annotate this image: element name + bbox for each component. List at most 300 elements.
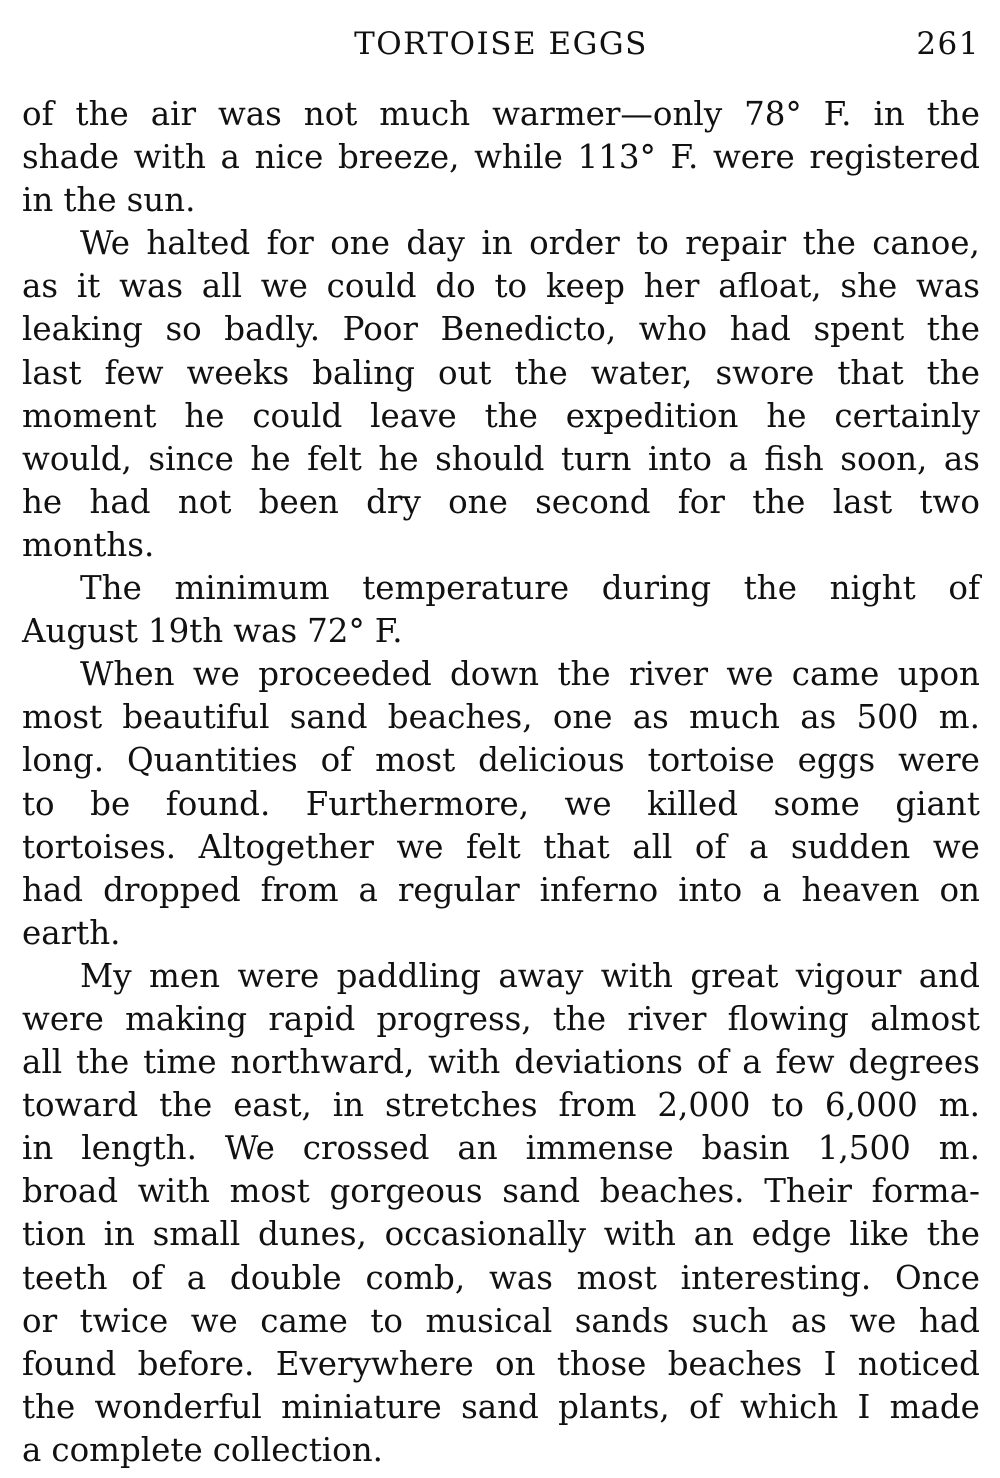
word: the <box>802 224 856 263</box>
word: 113° <box>577 138 656 177</box>
word: of <box>320 741 353 780</box>
word: The <box>80 569 142 608</box>
word: as <box>22 267 59 306</box>
word: river <box>629 655 709 694</box>
word: we <box>260 267 308 306</box>
word: registered <box>809 138 980 177</box>
word: We <box>80 224 130 263</box>
word: or <box>22 1301 58 1340</box>
word: toward <box>22 1086 139 1125</box>
paragraph <box>22 653 980 955</box>
word: in <box>22 181 54 220</box>
word: baling <box>312 353 415 392</box>
word: she <box>840 267 898 306</box>
word: in <box>332 1086 365 1125</box>
word: he <box>766 396 807 435</box>
word: and <box>918 956 980 995</box>
body-text <box>22 93 980 1472</box>
word: paddling <box>336 956 481 995</box>
word: be <box>90 784 131 823</box>
word: away <box>498 956 584 995</box>
word: interesting. <box>680 1258 872 1297</box>
word: in <box>22 1129 54 1168</box>
word: the <box>926 1215 980 1254</box>
word: earth. <box>22 913 121 952</box>
word: two <box>919 482 980 521</box>
word: a <box>728 439 748 478</box>
text-line <box>22 222 980 265</box>
word: double <box>229 1258 342 1297</box>
text-line <box>22 869 980 912</box>
word: much <box>689 698 780 737</box>
word: leave <box>370 396 457 435</box>
word: since <box>148 439 234 478</box>
word: F. <box>374 612 403 651</box>
text-line <box>22 93 980 136</box>
text-line <box>22 1429 980 1472</box>
word: fish <box>764 439 824 478</box>
word: was <box>916 267 980 306</box>
word: sand <box>461 1387 539 1426</box>
word: Furthermore, <box>305 784 530 823</box>
word: a <box>358 870 378 909</box>
word: temperature <box>362 569 570 608</box>
word: do <box>435 267 476 306</box>
word: were <box>22 999 104 1038</box>
word: to <box>771 1086 804 1125</box>
word: the <box>557 655 611 694</box>
paragraph <box>22 93 980 222</box>
word: I <box>857 1387 871 1426</box>
text-line <box>22 179 980 222</box>
word: like <box>849 1215 910 1254</box>
word: could <box>252 396 343 435</box>
word: from <box>260 870 339 909</box>
word: in <box>481 224 513 263</box>
word: I <box>823 1344 837 1383</box>
word: afloat, <box>718 267 822 306</box>
word: some <box>773 784 860 823</box>
word: spent <box>813 310 905 349</box>
word: forma- <box>871 1172 980 1211</box>
word: progress, <box>376 999 532 1038</box>
word: he <box>378 439 419 478</box>
word: When <box>80 655 175 694</box>
word: length. <box>81 1129 197 1168</box>
word: day <box>406 224 465 263</box>
word: upon <box>897 655 980 694</box>
word: Their <box>764 1172 852 1211</box>
word: much <box>379 95 471 133</box>
text-line <box>22 524 980 567</box>
word: inferno <box>539 870 659 909</box>
word: a <box>186 1258 207 1297</box>
word: the <box>76 1043 130 1082</box>
word: swore <box>715 353 815 392</box>
word: proceeded <box>258 655 432 694</box>
word: expedition <box>565 396 739 435</box>
word: F. <box>670 138 699 177</box>
word: had <box>89 482 151 521</box>
word: an <box>457 1129 498 1168</box>
text-line <box>22 308 980 351</box>
word: almost <box>870 999 980 1038</box>
word: 6,000 <box>824 1086 918 1125</box>
word: would, <box>22 439 132 478</box>
word: twice <box>79 1301 169 1340</box>
word: long. <box>22 741 105 780</box>
text-line <box>22 739 980 782</box>
word: he <box>184 396 225 435</box>
word: of <box>696 1043 729 1082</box>
word: the <box>514 353 568 392</box>
word: last <box>22 353 82 392</box>
word: river <box>627 999 707 1038</box>
word: turn <box>560 439 632 478</box>
text-line <box>22 1170 980 1213</box>
word: not <box>177 482 232 521</box>
word: down <box>449 655 540 694</box>
word: the <box>75 95 129 133</box>
text-line <box>22 265 980 308</box>
text-line <box>22 653 980 696</box>
word: months. <box>22 525 155 564</box>
word: sun. <box>126 181 196 220</box>
running-head <box>22 26 980 74</box>
text-line <box>22 1213 980 1256</box>
word: who <box>638 310 708 349</box>
word: we <box>396 827 444 866</box>
word: immense <box>525 1129 674 1168</box>
word: minimum <box>174 569 330 608</box>
word: 72° <box>307 612 365 651</box>
word: moment <box>22 396 157 435</box>
word: the <box>484 396 538 435</box>
word: badly. <box>224 310 321 349</box>
word: found <box>22 1344 117 1383</box>
word: all <box>22 1043 63 1082</box>
text-line <box>22 395 980 438</box>
word: collection. <box>212 1430 383 1469</box>
word: rapid <box>268 999 356 1038</box>
word: a <box>749 827 769 866</box>
word: repair <box>685 224 787 263</box>
word: those <box>556 1344 647 1383</box>
text-line <box>22 1041 980 1084</box>
word: in <box>873 95 905 133</box>
word: deviations <box>514 1043 683 1082</box>
word: flowing <box>727 999 849 1038</box>
word: weeks <box>186 353 290 392</box>
word: beaches, <box>387 698 533 737</box>
text-line <box>22 783 980 826</box>
word: halted <box>146 224 251 263</box>
word: noticed <box>857 1344 980 1383</box>
word: we <box>932 827 980 866</box>
word: one <box>552 698 613 737</box>
text-line <box>22 696 980 739</box>
word: the <box>552 999 607 1038</box>
word: in <box>103 1215 135 1254</box>
word: Poor <box>342 310 418 349</box>
word: few <box>104 353 164 392</box>
word: night <box>829 569 916 608</box>
word: which <box>739 1387 839 1426</box>
word: a <box>762 870 782 909</box>
text-line <box>22 567 980 610</box>
word: out <box>437 353 492 392</box>
word: dunes, <box>257 1215 367 1254</box>
word: should <box>435 439 545 478</box>
word: to <box>22 784 55 823</box>
word: dry <box>366 482 421 521</box>
word: stretches <box>384 1086 538 1125</box>
word: were <box>237 956 320 995</box>
text-line <box>22 1300 980 1343</box>
word: teeth <box>22 1258 108 1297</box>
word: found. <box>165 784 271 823</box>
word: 500 <box>856 698 919 737</box>
word: to <box>636 224 669 263</box>
word: was <box>489 1258 553 1297</box>
word: not <box>303 95 358 133</box>
word: beautiful <box>122 698 270 737</box>
word: killed <box>647 784 739 823</box>
word: of <box>689 1387 721 1426</box>
text-line <box>22 912 980 955</box>
text-line <box>22 1084 980 1127</box>
word: vigour <box>795 956 902 995</box>
word: sand <box>289 698 368 737</box>
word: to <box>370 1301 403 1340</box>
word: he <box>250 439 291 478</box>
word: of <box>694 827 727 866</box>
word: Altogether <box>198 827 374 866</box>
word: felt <box>307 439 362 478</box>
text-line <box>22 136 980 179</box>
word: such <box>691 1301 769 1340</box>
word: we <box>192 655 240 694</box>
word: during <box>601 569 712 608</box>
word: sands <box>574 1301 670 1340</box>
word: we <box>564 784 612 823</box>
word: m. <box>938 698 980 737</box>
word: was <box>119 267 183 306</box>
word: to <box>494 267 528 306</box>
word: plants, <box>558 1387 670 1426</box>
word: delicious <box>478 741 625 780</box>
word: had <box>918 1301 980 1340</box>
word: a <box>742 1043 762 1082</box>
word: all <box>632 827 673 866</box>
paragraph <box>22 567 980 653</box>
word: most <box>22 698 103 737</box>
word: leaking <box>22 310 143 349</box>
word: 2,000 <box>657 1086 751 1125</box>
word: basin <box>701 1129 790 1168</box>
word: that <box>837 353 904 392</box>
word: northward, <box>230 1043 415 1082</box>
text-line <box>22 438 980 481</box>
word: so <box>165 310 202 349</box>
word: as <box>790 1301 827 1340</box>
word: into <box>647 439 712 478</box>
word: all <box>201 267 242 306</box>
word: Once <box>894 1258 980 1297</box>
word: the <box>63 181 117 220</box>
word: the <box>752 482 806 521</box>
text-line <box>22 998 980 1041</box>
word: we <box>849 1301 897 1340</box>
word: could <box>326 267 417 306</box>
word: shade <box>22 138 120 177</box>
word: broad <box>22 1172 119 1211</box>
word: had <box>22 870 84 909</box>
word: August <box>22 612 138 651</box>
word: most <box>375 741 456 780</box>
word: My <box>80 956 132 995</box>
word: degrees <box>848 1043 980 1082</box>
word: beaches. <box>599 1172 745 1211</box>
word: felt <box>466 827 521 866</box>
word: gorgeous <box>329 1172 483 1211</box>
word: giant <box>895 784 980 823</box>
word: air <box>150 95 197 133</box>
word: canoe, <box>872 224 980 263</box>
word: east, <box>233 1086 312 1125</box>
word: was <box>217 95 282 133</box>
word: F. <box>823 95 852 133</box>
word: before. <box>137 1344 255 1383</box>
word: came <box>260 1301 348 1340</box>
word: m. <box>938 1086 980 1125</box>
word: making <box>125 999 248 1038</box>
word: complete <box>51 1430 203 1469</box>
word: the <box>926 310 980 349</box>
word: it <box>76 267 101 306</box>
word: most <box>576 1258 657 1297</box>
word: been <box>258 482 339 521</box>
word: eggs <box>797 741 876 780</box>
word: with <box>428 1043 501 1082</box>
word: came <box>791 655 880 694</box>
text-line <box>22 955 980 998</box>
word: breeze, <box>337 138 460 177</box>
word: with <box>600 956 673 995</box>
word: Benedicto, <box>440 310 617 349</box>
word: that <box>543 827 610 866</box>
word: tortoise <box>647 741 775 780</box>
text-line <box>22 1386 980 1429</box>
word: made <box>889 1387 980 1426</box>
word: her <box>643 267 700 306</box>
word: miniature <box>281 1387 442 1426</box>
word: second <box>535 482 651 521</box>
word: one <box>448 482 508 521</box>
word: an <box>693 1215 734 1254</box>
text-line <box>22 826 980 869</box>
word: he <box>22 482 63 521</box>
word: into <box>678 870 743 909</box>
word: we <box>190 1301 238 1340</box>
word: a <box>220 138 240 177</box>
word: of <box>22 95 54 133</box>
word: few <box>775 1043 835 1082</box>
paragraph <box>22 955 980 1472</box>
word: sand <box>502 1172 581 1211</box>
page-number: 261 <box>916 26 980 62</box>
word: for <box>677 482 725 521</box>
word: 1,500 <box>817 1129 911 1168</box>
word: as <box>800 698 837 737</box>
text-line <box>22 610 980 653</box>
word: order <box>529 224 620 263</box>
word: was <box>233 612 298 651</box>
word: on <box>939 870 980 909</box>
word: the <box>926 353 980 392</box>
word: crossed <box>302 1129 430 1168</box>
word: men <box>149 956 221 995</box>
word: water, <box>590 353 693 392</box>
word: soon, <box>840 439 928 478</box>
word: with <box>133 138 206 177</box>
word: of <box>948 569 980 608</box>
word: heaven <box>801 870 920 909</box>
word: the <box>159 1086 213 1125</box>
word: dropped <box>103 870 241 909</box>
word: musical <box>425 1301 553 1340</box>
word: Quantities <box>126 741 298 780</box>
word: with <box>603 1215 676 1254</box>
word: 19th <box>147 612 224 651</box>
word: as <box>943 439 980 478</box>
word: as <box>632 698 669 737</box>
word: Everywhere <box>275 1344 474 1383</box>
word: edge <box>751 1215 832 1254</box>
word: from <box>558 1086 637 1125</box>
word: had <box>729 310 791 349</box>
word: regular <box>397 870 520 909</box>
word: we <box>726 655 774 694</box>
word: keep <box>545 267 625 306</box>
word: while <box>474 138 563 177</box>
word: the <box>22 1387 76 1426</box>
word: m. <box>938 1129 980 1168</box>
word: the <box>743 569 797 608</box>
word: were <box>898 741 980 780</box>
word: on <box>495 1344 536 1383</box>
word: small <box>152 1215 241 1254</box>
word: sudden <box>790 827 911 866</box>
text-line <box>22 1127 980 1170</box>
word: certainly <box>834 396 980 435</box>
word: great <box>690 956 779 995</box>
word: last <box>832 482 893 521</box>
text-line <box>22 1343 980 1386</box>
word: were <box>712 138 795 177</box>
word: occasionally <box>384 1215 587 1254</box>
word: the <box>926 95 980 133</box>
word: with <box>137 1172 210 1211</box>
word: comb, <box>365 1258 466 1297</box>
word: of <box>131 1258 163 1297</box>
word: beaches <box>667 1344 803 1383</box>
word: most <box>229 1172 310 1211</box>
chapter-running-title: TORTOISE EGGS <box>354 26 648 62</box>
word: one <box>330 224 390 263</box>
text-line <box>22 352 980 395</box>
word: 78° <box>744 95 802 133</box>
